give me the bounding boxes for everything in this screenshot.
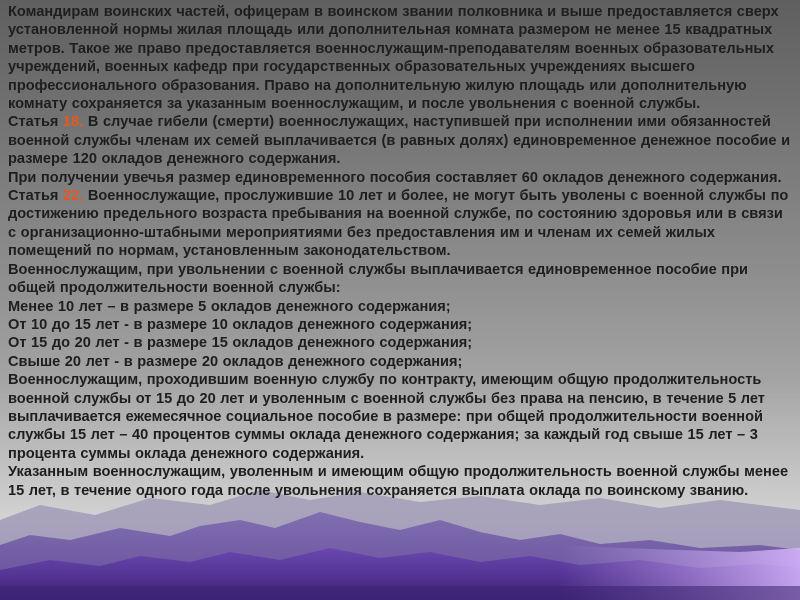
article-number: 22. [63,188,84,205]
paragraph-text: Менее 10 лет – в размере 5 окладов денежного содержания; [8,298,451,315]
list-item-under-10 [8,298,792,316]
slide-text [8,3,792,500]
paragraph-text: Указанным военнослужащим, уволенным и имеющим общую продолжительность военной службы менее 15 лет, в течение одного года после увольнения сохраняется выплата оклада по воинскому званию. [8,464,789,499]
article-label: Статья [8,188,63,205]
paragraph-salary-retention [8,463,792,500]
paragraph-text: Военнослужащим, при увольнении с военной службы выплачивается единовременное пособие при общей продолжительности военной службы: [8,261,748,297]
paragraph-severance-intro [8,261,792,298]
paragraph-text: В случае гибели (смерти) военнослужащих, наступившей при исполнении ими обязанностей военной службы членам их семей выплачивается (в равных долях) единовременное денежное пособие и размере 120 окладов денежного содержания. [8,114,791,168]
paragraph-text: Военнослужащие, прослужившие 10 лет и более, не могут быть уволены с военной службы по достижению предельного возраста пребывания на военной службе, по состоянию здоровья или в связи с организационно-штабными мероприятиями без предоставления им и членам их семей жилых помещений по нормам, установленным законодательством. [8,188,789,260]
list-item-10-15 [8,316,792,334]
list-item-over-20 [8,353,792,371]
article-label: Статья [8,114,63,131]
paragraph-text: От 15 до 20 лет - в размере 15 окладов денежного содержания; [8,335,473,352]
paragraph-text: Военнослужащим, проходившим военную службу по контракту, имеющим общую продолжительность военной службы от 15 до 20 лет и уволенным с военной службы без права на пенсию, в течение 5 лет выплачивается ежемесячное социальное пособие в размере: при общей продолжительности военной службы 15 лет – 40 процентов суммы оклада денежного содержания; за каждый год свыше 15 лет – 3 процента суммы оклада денежного содержания. [8,372,765,462]
paragraph-injury [8,169,792,187]
paragraph-article-18 [8,113,792,168]
paragraph-command-housing [8,3,792,113]
paragraph-contract-allowance [8,371,792,463]
paragraph-text: Свыше 20 лет - в размере 20 окладов денежного содержания; [8,353,463,370]
list-item-15-20 [8,334,792,352]
paragraph-article-22 [8,187,792,261]
paragraph-text: Командирам воинских частей, офицерам в воинском звании полковника и выше предоставляется сверх установленной нормы жилая площадь или дополнительная комната размером не менее 15 квадратных метров. Такое же право предоставляется военнослужащим-преподавателям военных образовательных учреждений, военных кафедр при государственных образовательных учреждениях высшего профессионального образования. Право на дополнительную жилую площадь или дополнительную комнату сохраняется за указанным военнослужащим, и после увольнения с военной службы. [8,4,779,113]
paragraph-text: От 10 до 15 лет - в размере 10 окладов денежного содержания; [8,316,473,333]
paragraph-text: При получении увечья размер единовременного пособия составляет 60 окладов денежного содержания. [8,169,782,186]
article-number: 18. [63,114,84,131]
